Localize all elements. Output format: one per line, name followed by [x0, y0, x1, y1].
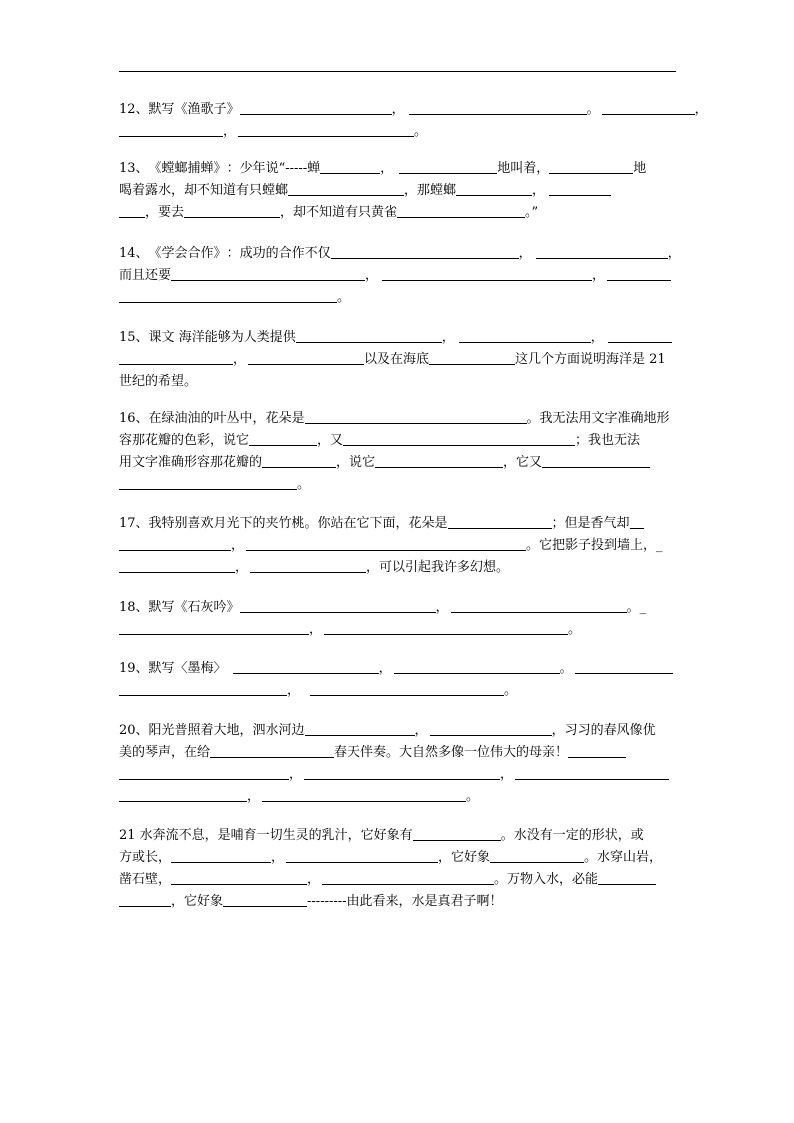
- blank[interactable]: [119, 681, 287, 696]
- blank[interactable]: [394, 659, 560, 674]
- q14-title: 《学会合作》: [148, 246, 227, 261]
- q20-text: ，习习的春风像优: [551, 723, 656, 738]
- question-19: [119, 658, 704, 702]
- blank[interactable]: [119, 620, 309, 635]
- punct: 。: [414, 124, 428, 139]
- blank[interactable]: [119, 536, 231, 551]
- blank[interactable]: [536, 244, 668, 259]
- blank[interactable]: [223, 892, 307, 907]
- q21-text: ，它好象: [171, 894, 224, 909]
- blank[interactable]: [490, 848, 584, 863]
- blank[interactable]: [248, 350, 364, 365]
- blank[interactable]: [296, 328, 442, 343]
- blank[interactable]: [451, 598, 627, 613]
- q19-prefix: 19、默写: [119, 661, 175, 676]
- blank[interactable]: [324, 620, 568, 635]
- blank[interactable]: [310, 681, 504, 696]
- q13-text: 地: [633, 161, 647, 176]
- punct: ，: [694, 102, 708, 117]
- blank[interactable]: [184, 203, 280, 218]
- q21-text: ，它好象: [438, 850, 491, 865]
- punct: 。: [559, 661, 573, 676]
- q15-text: 世纪的希望。: [119, 374, 198, 389]
- blank[interactable]: [331, 244, 519, 259]
- q15-prefix: 15、课文: [119, 330, 175, 345]
- q21-text: 。水没有一定的形状，或: [500, 828, 644, 843]
- blank[interactable]: [119, 475, 297, 490]
- punct: ，: [435, 600, 449, 615]
- q21-text: 21 水奔流不息，是哺育一切生灵的乳汁，它好象有: [119, 828, 413, 843]
- q13-prefix: 13、: [119, 161, 149, 176]
- q13-title: 《螳螂捕蝉》: [148, 161, 227, 176]
- q16-text: 容那花瓣的色彩，说它: [119, 433, 250, 448]
- punct: ，: [289, 767, 303, 782]
- blank[interactable]: [250, 558, 366, 573]
- punct: ，: [667, 246, 681, 261]
- q17-text: ，可以引起我许多幻想。: [366, 560, 510, 575]
- q21-text: 凿石壁，: [119, 872, 172, 887]
- punct: ，: [414, 723, 428, 738]
- blank[interactable]: [608, 328, 672, 343]
- question-15: [119, 327, 704, 393]
- blank[interactable]: [249, 431, 317, 446]
- q19-title: 〈墨梅〉: [174, 661, 227, 676]
- blank[interactable]: [233, 659, 379, 674]
- blank[interactable]: [119, 203, 145, 218]
- blank[interactable]: [399, 159, 497, 174]
- question-18: [119, 597, 704, 641]
- question-12: [119, 99, 708, 143]
- punct: 。: [626, 600, 640, 615]
- punct: 。: [466, 789, 480, 804]
- q13-text: 。”: [525, 205, 539, 220]
- punct: ，: [391, 102, 405, 117]
- q15-text: 这几个方面说明海洋是 21: [515, 352, 666, 367]
- question-16: [119, 408, 704, 496]
- question-14: [119, 243, 704, 309]
- blank[interactable]: [119, 787, 247, 802]
- punct: 。: [586, 102, 600, 117]
- blank[interactable]: [549, 159, 633, 174]
- q14-text: 而且还要: [119, 268, 172, 283]
- q20-text: 春天伴奏。大自然多像一位伟大的母亲！: [334, 745, 569, 760]
- q13-text: ，那螳螂: [404, 183, 457, 198]
- q18-title: 《石灰吟》: [174, 600, 240, 615]
- q13-text: ：少年说“-----蝉: [226, 161, 321, 176]
- punct: _: [656, 538, 663, 553]
- blank[interactable]: [240, 100, 392, 115]
- blank[interactable]: [320, 159, 380, 174]
- q18-prefix: 18、默写: [119, 600, 175, 615]
- question-17: [119, 513, 704, 579]
- q16-text: 16、在绿油油的叶丛中，花朵是: [119, 411, 305, 426]
- question-20: [119, 720, 704, 808]
- q16-text: 。我无法用文字准确地形: [526, 411, 670, 426]
- blank[interactable]: [171, 266, 365, 281]
- punct: ，: [378, 661, 392, 676]
- blank[interactable]: [119, 765, 289, 780]
- q20-text: 20、阳光普照着大地，泗水河边: [119, 723, 305, 738]
- punct: ，: [247, 789, 261, 804]
- q12-title: 《渔歌子》: [174, 102, 240, 117]
- q17-text: ；但是香气却: [551, 516, 630, 531]
- blank[interactable]: [240, 598, 436, 613]
- blank[interactable]: [598, 870, 656, 885]
- punct: ，: [380, 161, 394, 176]
- blank[interactable]: [607, 266, 671, 281]
- blank[interactable]: [119, 288, 337, 303]
- blank[interactable]: [210, 743, 334, 758]
- blank[interactable]: [288, 181, 404, 196]
- question-13: [119, 158, 704, 224]
- q13-text: 喝着露水，却不知道有只螳螂: [119, 183, 289, 198]
- blank[interactable]: [119, 350, 233, 365]
- q20-text: 美的琴声，在给: [119, 745, 211, 760]
- blank[interactable]: [602, 100, 695, 115]
- blank[interactable]: [397, 203, 525, 218]
- punct: ，: [271, 850, 285, 865]
- q17-text: 。它把影子投到墙上，: [526, 538, 657, 553]
- punct: 。: [297, 477, 311, 492]
- q21-text: 。万物入水，必能: [494, 872, 599, 887]
- punct: 。: [504, 683, 518, 698]
- blank[interactable]: [238, 122, 414, 137]
- blank[interactable]: [430, 721, 552, 736]
- q17-text: 17、我特别喜欢月光下的夹竹桃。你站在它下面，花朵是: [119, 516, 448, 531]
- blank[interactable]: [630, 514, 644, 529]
- blank[interactable]: [119, 892, 171, 907]
- blank[interactable]: [119, 558, 235, 573]
- punct: _: [639, 600, 647, 615]
- blank[interactable]: [171, 848, 271, 863]
- punct: ，: [518, 246, 532, 261]
- punct: 。: [568, 622, 582, 637]
- blank[interactable]: [286, 848, 438, 863]
- q14-text: ：成功的合作不仅: [226, 246, 331, 261]
- question-21: [119, 825, 704, 913]
- blank[interactable]: [343, 431, 575, 446]
- blank[interactable]: [305, 409, 527, 424]
- header-rule: [119, 71, 676, 72]
- q16-text: ，说它: [336, 455, 376, 470]
- blank[interactable]: [549, 181, 611, 196]
- punct: ，: [532, 183, 546, 198]
- blank[interactable]: [429, 350, 515, 365]
- blank[interactable]: [382, 266, 592, 281]
- blank[interactable]: [575, 659, 673, 674]
- q16-text: ，它又: [503, 455, 543, 470]
- q21-text: 。水穿山岩，: [584, 850, 663, 865]
- q21-text: 方或长，: [119, 850, 172, 865]
- punct: ，: [500, 767, 514, 782]
- q13-text: ，要去: [145, 205, 185, 220]
- blank[interactable]: [119, 122, 223, 137]
- blank[interactable]: [413, 826, 501, 841]
- punct: ，: [231, 538, 245, 553]
- blank[interactable]: [375, 453, 503, 468]
- punct: 。: [337, 290, 351, 305]
- q16-text: ，又: [317, 433, 344, 448]
- punct: ，: [590, 330, 604, 345]
- blank[interactable]: [515, 765, 669, 780]
- punct: ，: [223, 124, 237, 139]
- punct: ，: [309, 622, 323, 637]
- blank[interactable]: [459, 328, 591, 343]
- blank[interactable]: [568, 743, 626, 758]
- q14-prefix: 14、: [119, 246, 149, 261]
- punct: ，: [441, 330, 455, 345]
- q15-text: 海洋能够为人类提供: [178, 330, 296, 345]
- blank[interactable]: [304, 765, 500, 780]
- blank[interactable]: [246, 536, 526, 551]
- punct: ，: [233, 352, 247, 367]
- blank[interactable]: [456, 181, 532, 196]
- blank[interactable]: [448, 514, 552, 529]
- blank[interactable]: [262, 453, 336, 468]
- punct: ，: [592, 268, 606, 283]
- blank[interactable]: [171, 870, 307, 885]
- blank[interactable]: [542, 453, 650, 468]
- q15-text: 以及在海底: [364, 352, 430, 367]
- blank[interactable]: [409, 100, 587, 115]
- blank[interactable]: [262, 787, 466, 802]
- q16-text: 用文字准确形容那花瓣的: [119, 455, 263, 470]
- blank[interactable]: [305, 721, 415, 736]
- punct: ，: [235, 560, 249, 575]
- q13-text: ，却不知道有只黄雀: [280, 205, 398, 220]
- punct: ，: [307, 872, 321, 887]
- blank[interactable]: [322, 870, 494, 885]
- q21-text: ---------由此看来，水是真君子啊！: [307, 894, 503, 909]
- q12-prefix: 12、默写: [119, 102, 175, 117]
- punct: ，: [287, 683, 301, 698]
- punct: ，: [365, 268, 379, 283]
- q13-text: 地叫着，: [497, 161, 550, 176]
- q16-text: ；我也无法: [575, 433, 641, 448]
